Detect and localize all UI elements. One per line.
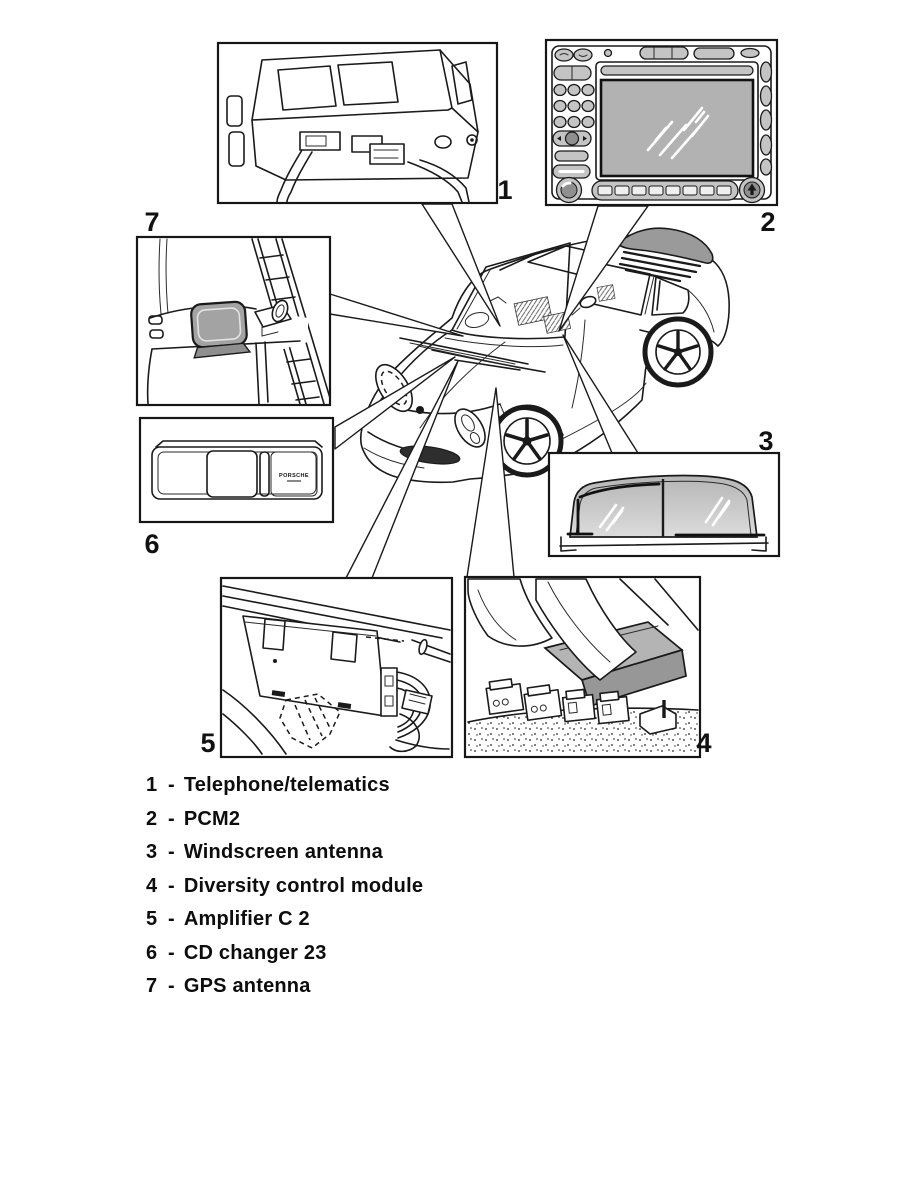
legend-label: PCM2	[183, 807, 241, 830]
legend-separator: -	[168, 941, 175, 964]
callout-number-3: 3	[758, 426, 774, 456]
legend-number: 4	[146, 874, 158, 897]
legend-label: Amplifier C 2	[183, 908, 310, 931]
callout-number-1: 1	[497, 175, 513, 205]
legend-number: 5	[146, 908, 158, 931]
legend	[146, 769, 423, 1004]
pcm2-screen	[596, 62, 758, 180]
gps-antenna-pad	[191, 301, 251, 358]
legend-separator: -	[168, 908, 175, 931]
callout-box-diversity-module	[465, 577, 700, 757]
car-rear-wheel	[645, 319, 711, 385]
legend-label: CD changer 23	[183, 941, 327, 964]
legend-separator: -	[168, 807, 175, 830]
legend-separator: -	[168, 975, 175, 998]
legend-item-6	[146, 937, 423, 971]
legend-item-2	[146, 803, 423, 837]
legend-item-7	[146, 970, 423, 1004]
legend-label: GPS antenna	[183, 975, 311, 998]
legend-separator: -	[168, 874, 175, 897]
legend-item-5	[146, 903, 423, 937]
legend-item-1	[146, 769, 423, 803]
legend-item-4	[146, 870, 423, 904]
legend-separator: -	[168, 841, 175, 864]
legend-label: Windscreen antenna	[183, 841, 383, 864]
callout-number-7: 7	[144, 207, 160, 237]
callout-box-amplifier	[221, 578, 452, 757]
callout-number-5: 5	[200, 728, 216, 758]
legend-separator: -	[168, 774, 175, 797]
leader-to-gps-antenna	[330, 294, 463, 336]
callout-number-4: 4	[696, 728, 712, 758]
callout-number-6: 6	[144, 529, 160, 559]
callout-box-telephone-telematics	[218, 43, 497, 203]
callout-box-gps-antenna	[137, 237, 330, 405]
legend-number: 1	[146, 774, 158, 797]
legend-item-3	[146, 836, 423, 870]
callout-box-cd-changer	[140, 418, 333, 522]
callout-box-pcm2	[546, 40, 777, 205]
porsche-logo-text: PORSCHE	[279, 473, 309, 479]
callout-number-2: 2	[760, 207, 776, 237]
legend-number: 2	[146, 807, 158, 830]
legend-label: Telephone/telematics	[183, 774, 390, 797]
legend-number: 6	[146, 941, 158, 964]
legend-number: 3	[146, 841, 158, 864]
legend-number: 7	[146, 975, 158, 998]
legend-label: Diversity control module	[183, 874, 424, 897]
cd-changer-door	[207, 451, 257, 497]
callout-box-windscreen-antenna	[549, 453, 779, 556]
